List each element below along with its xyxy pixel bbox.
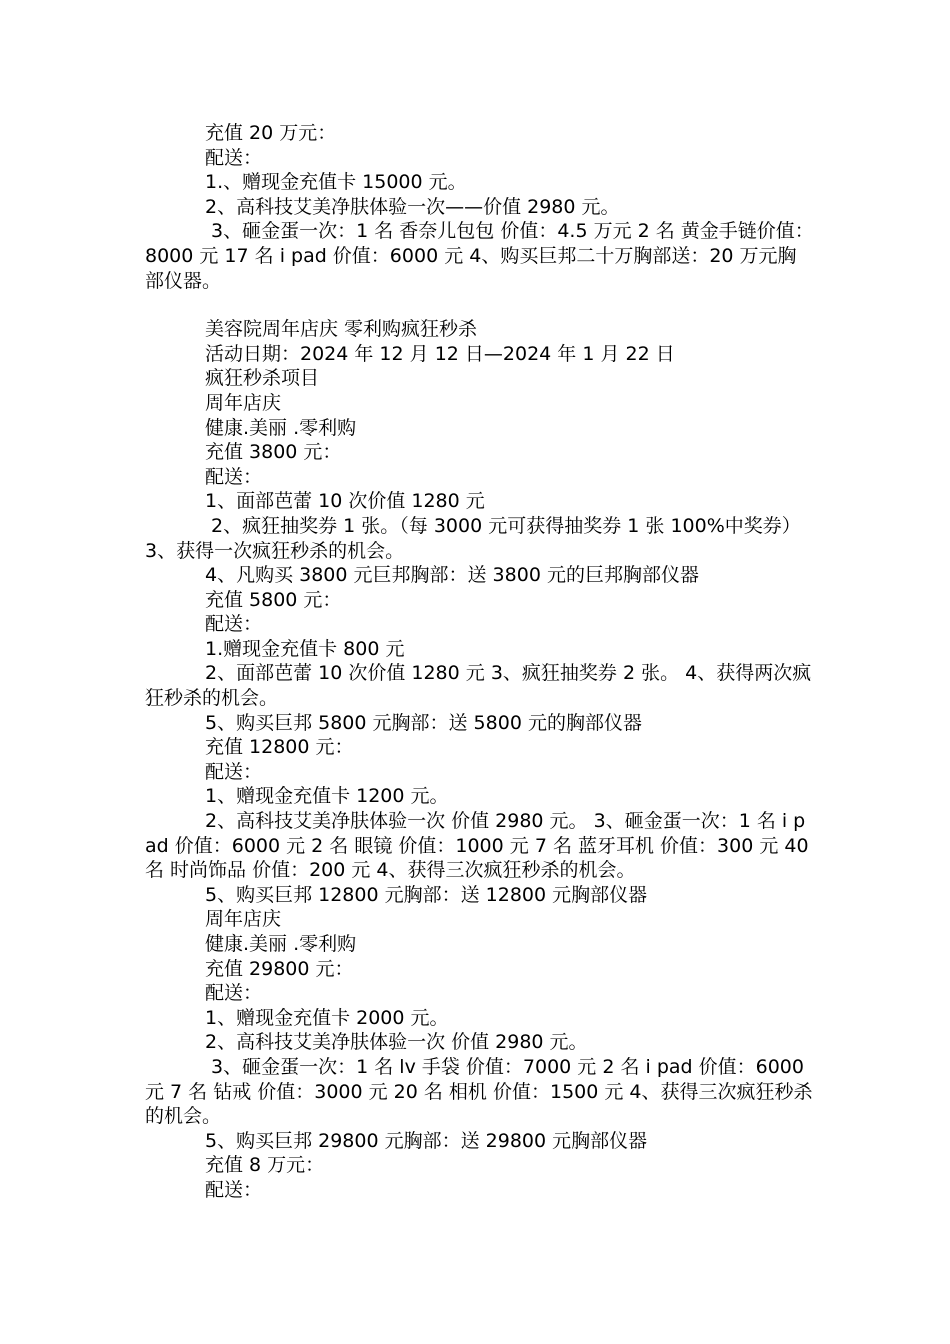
paragraph: 1.赠现金充值卡 800 元 [205,637,405,660]
paragraph: 1、赠现金充值卡 2000 元。 [205,1006,449,1029]
paragraph: 2、面部芭蕾 10 次价值 1280 元 3、疯狂抽奖券 2 张。 4、获得两次疯狂秒杀的机会。 [145,662,812,710]
paragraph: 配送： [205,613,263,636]
paragraph: 2、高科技艾美净肤体验一次 价值 2980 元。 3、砸金蛋一次：1 名 i pad 价值：6000 元 2 名 眼镜 价值：1000 元 7 名 蓝牙耳机 价值：300 元 40 名 时尚饰品 价值：200 元 4、获得三次疯狂秒杀的机会。 [145,810,815,882]
paragraph: 2、高科技艾美净肤体验一次 价值 2980 元。 [205,1031,588,1054]
paragraph: 3、砸金蛋一次：1 名 香奈儿包包 价值：4.5 万元 2 名 黄金手链价值：8000 元 17 名 i pad 价值：6000 元 4、购买巨邦二十万胸部送：20 万元胸部仪器。 [145,220,814,292]
paragraph: 周年店庆 [205,908,282,931]
paragraph: 5、购买巨邦 12800 元胸部：送 12800 元胸部仪器 [205,883,648,906]
paragraph: 5、购买巨邦 5800 元胸部：送 5800 元的胸部仪器 [205,711,642,734]
paragraph: 配送： [205,465,263,488]
paragraph: 充值 5800 元： [205,588,342,611]
paragraph: 活动日期：2024 年 12 月 12 日—2024 年 1 月 22 日 [205,342,675,365]
paragraph: 1.、赠现金充值卡 15000 元。 [205,171,467,194]
paragraph: 周年店庆 [205,391,282,414]
paragraph: 疯狂秒杀项目 [205,367,320,390]
paragraph: 配送： [205,1178,263,1201]
paragraph: 4、凡购买 3800 元巨邦胸部：送 3800 元的巨邦胸部仪器 [205,564,699,587]
paragraph: 配送： [205,146,263,169]
paragraph: 充值 29800 元： [205,957,354,980]
paragraph: 配送： [205,760,263,783]
paragraph: 充值 20 万元： [205,122,337,144]
paragraph: 配送： [205,982,263,1005]
paragraph: 2、疯狂抽奖券 1 张。（每 3000 元可获得抽奖券 1 张 100%中奖券）3、获得一次疯狂秒杀的机会。 [145,514,801,562]
document-body [145,121,815,1203]
paragraph: 1、面部芭蕾 10 次价值 1280 元 [205,490,485,513]
blank-line [145,293,815,317]
paragraph: 健康.美丽 .零利购 [205,933,357,955]
paragraph: 2、高科技艾美净肤体验一次——价值 2980 元。 [205,195,620,218]
section-title: 美容院周年店庆 零利购疯狂秒杀 [205,318,478,341]
paragraph: 充值 12800 元： [205,736,354,759]
paragraph: 1、赠现金充值卡 1200 元。 [205,785,449,808]
paragraph: 健康.美丽 .零利购 [205,416,357,439]
paragraph: 充值 8 万元： [205,1154,325,1177]
paragraph: 充值 3800 元： [205,441,342,464]
paragraph: 3、砸金蛋一次：1 名 lv 手袋 价值：7000 元 2 名 i pad 价值：6000 元 7 名 钻戒 价值：3000 元 20 名 相机 价值：1500 元 4、获得三次疯狂秒杀的机会。 [145,1055,813,1128]
paragraph: 5、购买巨邦 29800 元胸部：送 29800 元胸部仪器 [205,1129,648,1152]
